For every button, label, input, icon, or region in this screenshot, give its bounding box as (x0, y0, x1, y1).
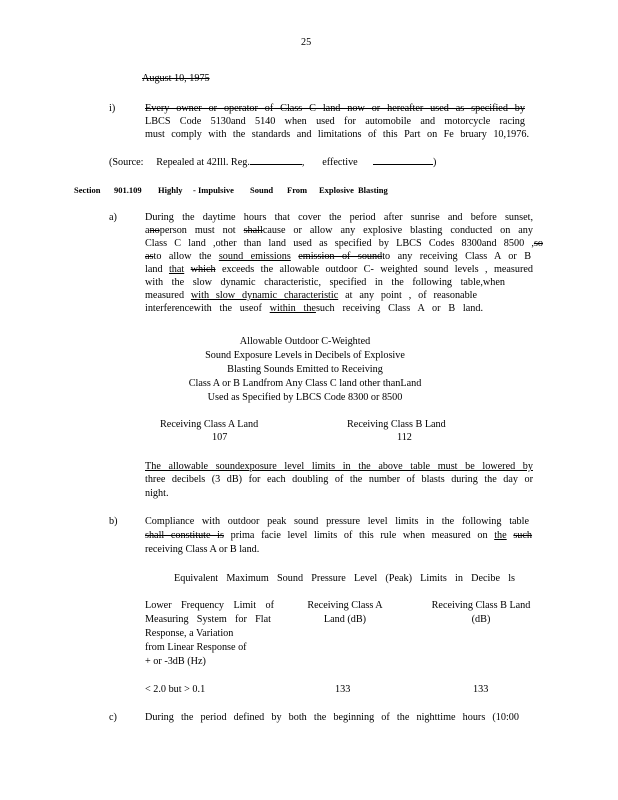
para-b-struck-such: such (513, 530, 533, 541)
section-word: Section (74, 185, 101, 195)
page-number: 25 (301, 37, 312, 48)
table1-title-line5: Used as Specified by LBCS Code 8300 or 8500 (207, 392, 403, 403)
para-b-under-the: the (494, 530, 507, 541)
para-b-line1: Compliance with outdoor peak sound pressure level limits in the following table (145, 516, 529, 527)
table2-col1-line1: Lower Frequency Limit of (145, 600, 274, 611)
para-i-line1: Every owner or operator of Class C land now or hereafter used as specified by (145, 103, 525, 114)
para-a-word-a: a (145, 225, 150, 236)
para-a-line3-text: Class C land ,other than land used as specified by LBCS Codes 8300and 8500 , (145, 238, 534, 249)
para-a-interference: interferencewith the useof (145, 303, 262, 314)
section-title-4: From (287, 185, 308, 195)
section-title-3: Sound (250, 185, 274, 195)
table2-col3-line1: Receiving Class B Land (431, 600, 531, 611)
table2-col2 (290, 599, 400, 627)
para-a-to-allow: to allow the (153, 251, 212, 262)
para-a-struck-shall: shall (243, 225, 263, 236)
para-a-line8 (145, 303, 483, 315)
para-a-measured: measured (145, 290, 185, 301)
table2-col2-line1: Receiving Class A (307, 600, 383, 611)
source-effective: effective (322, 157, 358, 168)
table1-title-line3: Blasting Sounds Emitted to Receiving (227, 364, 383, 375)
table2-row-class-b: 133 (473, 684, 489, 695)
table2-col1 (145, 599, 274, 669)
table1-col-b-header: Receiving Class B Land (347, 419, 446, 430)
table2-title: Equivalent Maximum Sound Pressure Level (Peak) Limits in Decibe ls (174, 573, 515, 584)
section-title-5: Explosive (319, 185, 354, 195)
table1-title-line4: Class A or B Landfrom Any Class C land other thanLand (188, 378, 422, 389)
para-c-label: c) (109, 712, 117, 723)
para-b-line3: receiving Class A or B land. (145, 544, 260, 555)
para-a-line3 (145, 238, 543, 250)
table2-col1-line5: + or -3dB (Hz) (145, 656, 206, 667)
table2-row-class-a: 133 (335, 684, 351, 695)
source-comma: , (301, 157, 305, 168)
para-a-line6: with the slow dynamic characteristic, specified in the following table,when (145, 277, 505, 288)
struck-date: August 10, 1975 (142, 73, 210, 84)
para-i-label: i) (109, 103, 116, 114)
section-title-6: Blasting (358, 185, 388, 195)
para-a-line7 (145, 290, 477, 302)
table1-col-b-value: 112 (397, 432, 412, 443)
table1-col-a-value: 107 (212, 432, 228, 443)
para-a-line7-rest: at any point , of reasonable (345, 290, 478, 301)
para-a-must-not: person must not (159, 225, 236, 236)
para-a-struck-emission: emission of sound (298, 251, 383, 262)
table1-title (140, 335, 470, 405)
para-b-line2 (145, 530, 532, 542)
table2-col3 (418, 599, 544, 627)
source-close: ) (433, 157, 437, 168)
table2-col2-line2: Land (dB) (323, 614, 367, 625)
section-title-2: - Impulsive (193, 185, 234, 195)
para-a-line1: During the daytime hours that cover the period after sunrise and before sunset, (145, 212, 533, 223)
para-a-label: a) (109, 212, 117, 223)
table2-col1-line4: from Linear Response of (145, 642, 247, 653)
table2-col1-line3: Response, a Variation (145, 628, 234, 639)
para-a-line5-rest: exceeds the allowable outdoor C- weighted sound levels , measured (222, 264, 533, 275)
note-line1: The allowable soundexposure level limits in the above table must be lowered by (145, 461, 533, 472)
note-line2: three decibels (3 dB) for each doubling of the number of blasts during the day or (145, 474, 533, 485)
para-b-struck: shall constitute is (145, 530, 224, 541)
para-a-struck-so: so (533, 238, 543, 249)
para-a-line2-rest: cause or allow any explosive blasting conducted on any (262, 225, 533, 236)
para-a-under-with: with slow dynamic characteristic (190, 290, 339, 301)
para-a-under-sound: sound emissions (218, 251, 291, 262)
table1-title-line1: Allowable Outdoor C-Weighted (239, 336, 371, 347)
table2-col3-line2: (dB) (471, 614, 491, 625)
para-c-line1: During the period defined by both the beginning of the nighttime hours (10:00 (145, 712, 519, 723)
para-a-line4 (145, 251, 531, 263)
table1-title-line2: Sound Exposure Levels in Decibels of Explosive (205, 350, 405, 361)
para-a-land: land (145, 264, 163, 275)
para-a-struck-no: no (149, 225, 160, 236)
table1-col-a-header: Receiving Class A Land (160, 419, 259, 430)
source-line (109, 157, 436, 168)
section-title-1: Highly (158, 185, 183, 195)
para-a-struck-which: which (190, 264, 216, 275)
section-number: 901.109 (114, 185, 142, 195)
para-a-line4-rest: to any receiving Class A or B (382, 251, 532, 262)
table2-col1-line2: Measuring System for Flat (145, 614, 271, 625)
para-b-label: b) (109, 516, 118, 527)
table2-row-range: < 2.0 but > 0.1 (145, 684, 206, 695)
para-a-line5 (145, 264, 533, 276)
para-b-line2-text: prima facie level limits of this rule when measured on (230, 530, 488, 541)
source-repealed: Repealed at 42Ill. Reg. (156, 157, 250, 168)
para-a-line2 (145, 225, 533, 237)
source-label: (Source: (109, 157, 144, 168)
note-line3: night. (145, 488, 169, 499)
para-a-struck-as: as (145, 251, 154, 262)
para-i-line2: LBCS Code 5130and 5140 when used for automobile and motorcycle racing (145, 116, 525, 127)
para-a-under-that: that (168, 264, 185, 275)
para-a-line8-rest: such receiving Class A or B land. (315, 303, 484, 314)
para-i-line3: must comply with the standards and limitations of this Part on Fe bruary 10,1976. (145, 129, 529, 140)
para-a-under-within: within the (269, 303, 316, 314)
